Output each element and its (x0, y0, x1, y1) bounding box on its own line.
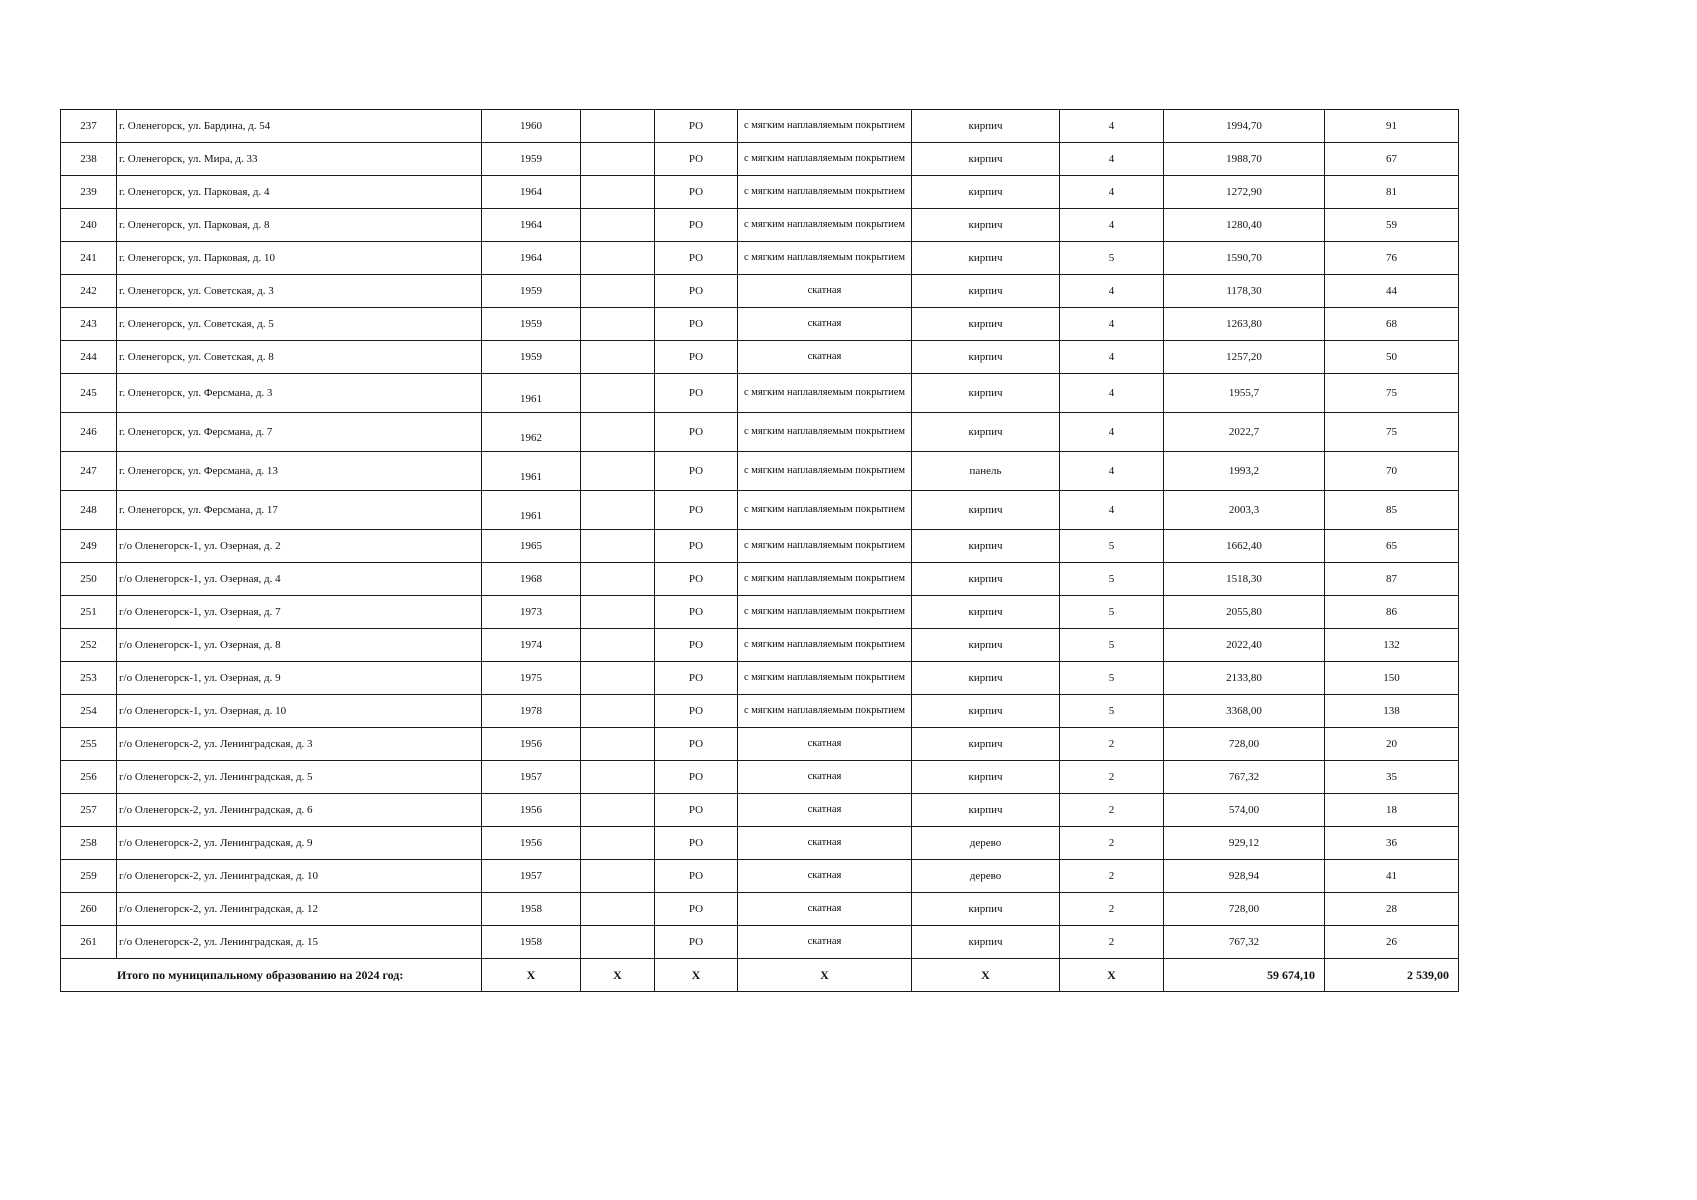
residents-cell: 36 (1325, 827, 1459, 860)
address-cell: г/о Оленегорск-1, ул. Озерная, д. 10 (117, 695, 482, 728)
row-number-cell: 252 (61, 629, 117, 662)
empty-cell (581, 662, 655, 695)
floors-cell: 5 (1060, 242, 1164, 275)
table-row (61, 242, 1459, 275)
total-area: 59 674,10 (1164, 959, 1325, 992)
wall-material-cell: кирпич (912, 893, 1060, 926)
residents-cell: 67 (1325, 143, 1459, 176)
floors-cell: 4 (1060, 413, 1164, 452)
wall-material-cell: кирпич (912, 209, 1060, 242)
address-cell: г. Оленегорск, ул. Мира, д. 33 (117, 143, 482, 176)
wall-material-cell: дерево (912, 860, 1060, 893)
roof-type-cell: с мягким наплавляемым покрытием (738, 452, 912, 491)
empty-cell (581, 341, 655, 374)
year-cell: 1958 (482, 893, 581, 926)
row-number-cell: 254 (61, 695, 117, 728)
floors-cell: 4 (1060, 143, 1164, 176)
table-body (61, 110, 1459, 959)
table-row (61, 176, 1459, 209)
year-cell: 1961 (482, 491, 581, 530)
residents-cell: 18 (1325, 794, 1459, 827)
program-cell: РО (655, 491, 738, 530)
address-cell: г/о Оленегорск-2, ул. Ленинградская, д. 3 (117, 728, 482, 761)
wall-material-cell: кирпич (912, 926, 1060, 959)
residents-cell: 59 (1325, 209, 1459, 242)
table-row (61, 374, 1459, 413)
table-row (61, 452, 1459, 491)
address-cell: г. Оленегорск, ул. Ферсмана, д. 17 (117, 491, 482, 530)
wall-material-cell: кирпич (912, 413, 1060, 452)
program-cell: РО (655, 209, 738, 242)
row-number-cell: 251 (61, 596, 117, 629)
year-cell: 1978 (482, 695, 581, 728)
address-cell: г/о Оленегорск-1, ул. Озерная, д. 2 (117, 530, 482, 563)
floors-cell: 2 (1060, 761, 1164, 794)
roof-type-cell: скатная (738, 926, 912, 959)
area-cell: 1518,30 (1164, 563, 1325, 596)
floors-cell: 5 (1060, 563, 1164, 596)
total-mark: X (655, 959, 738, 992)
empty-cell (581, 275, 655, 308)
empty-cell (581, 308, 655, 341)
floors-cell: 4 (1060, 209, 1164, 242)
residents-cell: 26 (1325, 926, 1459, 959)
year-cell: 1961 (482, 452, 581, 491)
address-cell: г. Оленегорск, ул. Парковая, д. 4 (117, 176, 482, 209)
table-row (61, 563, 1459, 596)
year-cell: 1956 (482, 728, 581, 761)
address-cell: г. Оленегорск, ул. Ферсмана, д. 13 (117, 452, 482, 491)
total-mark: X (738, 959, 912, 992)
address-cell: г/о Оленегорск-2, ул. Ленинградская, д. 10 (117, 860, 482, 893)
wall-material-cell: кирпич (912, 374, 1060, 413)
floors-cell: 5 (1060, 662, 1164, 695)
wall-material-cell: кирпич (912, 341, 1060, 374)
roof-type-cell: скатная (738, 893, 912, 926)
year-cell: 1958 (482, 926, 581, 959)
wall-material-cell: кирпич (912, 176, 1060, 209)
residents-cell: 41 (1325, 860, 1459, 893)
table-row (61, 695, 1459, 728)
empty-cell (581, 695, 655, 728)
floors-cell: 2 (1060, 860, 1164, 893)
area-cell: 728,00 (1164, 893, 1325, 926)
floors-cell: 2 (1060, 827, 1164, 860)
table-row (61, 341, 1459, 374)
total-mark: X (912, 959, 1060, 992)
residents-cell: 28 (1325, 893, 1459, 926)
address-cell: г/о Оленегорск-1, ул. Озерная, д. 4 (117, 563, 482, 596)
table-row (61, 530, 1459, 563)
roof-type-cell: скатная (738, 308, 912, 341)
address-cell: г. Оленегорск, ул. Советская, д. 8 (117, 341, 482, 374)
roof-type-cell: скатная (738, 794, 912, 827)
program-cell: РО (655, 374, 738, 413)
program-cell: РО (655, 308, 738, 341)
area-cell: 2022,7 (1164, 413, 1325, 452)
residents-cell: 132 (1325, 629, 1459, 662)
program-cell: РО (655, 728, 738, 761)
empty-cell (581, 209, 655, 242)
row-number-cell: 247 (61, 452, 117, 491)
row-number-cell: 257 (61, 794, 117, 827)
residents-cell: 68 (1325, 308, 1459, 341)
program-cell: РО (655, 761, 738, 794)
empty-cell (581, 827, 655, 860)
wall-material-cell: кирпич (912, 491, 1060, 530)
empty-cell (581, 242, 655, 275)
address-cell: г/о Оленегорск-2, ул. Ленинградская, д. 5 (117, 761, 482, 794)
program-cell: РО (655, 926, 738, 959)
row-number-cell: 248 (61, 491, 117, 530)
address-cell: г/о Оленегорск-2, ул. Ленинградская, д. 9 (117, 827, 482, 860)
roof-type-cell: скатная (738, 761, 912, 794)
roof-type-cell: с мягким наплавляемым покрытием (738, 110, 912, 143)
empty-cell (581, 530, 655, 563)
program-cell: РО (655, 596, 738, 629)
row-number-cell: 249 (61, 530, 117, 563)
row-number-cell: 242 (61, 275, 117, 308)
area-cell: 728,00 (1164, 728, 1325, 761)
table-row (61, 860, 1459, 893)
table-row (61, 893, 1459, 926)
program-cell: РО (655, 563, 738, 596)
residents-cell: 76 (1325, 242, 1459, 275)
address-cell: г. Оленегорск, ул. Ферсмана, д. 3 (117, 374, 482, 413)
empty-cell (581, 452, 655, 491)
area-cell: 1988,70 (1164, 143, 1325, 176)
row-number-cell: 244 (61, 341, 117, 374)
wall-material-cell: кирпич (912, 530, 1060, 563)
row-number-cell: 241 (61, 242, 117, 275)
row-number-cell: 250 (61, 563, 117, 596)
roof-type-cell: скатная (738, 341, 912, 374)
address-cell: г/о Оленегорск-1, ул. Озерная, д. 7 (117, 596, 482, 629)
address-cell: г/о Оленегорск-2, ул. Ленинградская, д. 6 (117, 794, 482, 827)
residents-cell: 85 (1325, 491, 1459, 530)
residents-cell: 87 (1325, 563, 1459, 596)
address-cell: г. Оленегорск, ул. Парковая, д. 10 (117, 242, 482, 275)
empty-cell (581, 629, 655, 662)
floors-cell: 4 (1060, 275, 1164, 308)
floors-cell: 4 (1060, 110, 1164, 143)
program-cell: РО (655, 110, 738, 143)
program-cell: РО (655, 629, 738, 662)
year-cell: 1975 (482, 662, 581, 695)
roof-type-cell: с мягким наплавляемым покрытием (738, 695, 912, 728)
wall-material-cell: кирпич (912, 761, 1060, 794)
area-cell: 2055,80 (1164, 596, 1325, 629)
address-cell: г/о Оленегорск-2, ул. Ленинградская, д. 15 (117, 926, 482, 959)
roof-type-cell: скатная (738, 860, 912, 893)
empty-cell (581, 143, 655, 176)
row-number-cell: 261 (61, 926, 117, 959)
empty-cell (581, 176, 655, 209)
empty-cell (581, 491, 655, 530)
wall-material-cell: кирпич (912, 242, 1060, 275)
floors-cell: 4 (1060, 341, 1164, 374)
floors-cell: 2 (1060, 728, 1164, 761)
area-cell: 2022,40 (1164, 629, 1325, 662)
area-cell: 929,12 (1164, 827, 1325, 860)
floors-cell: 5 (1060, 530, 1164, 563)
table-row (61, 761, 1459, 794)
year-cell: 1956 (482, 794, 581, 827)
floors-cell: 4 (1060, 452, 1164, 491)
residents-cell: 81 (1325, 176, 1459, 209)
total-row (61, 959, 1459, 992)
roof-type-cell: с мягким наплавляемым покрытием (738, 629, 912, 662)
year-cell: 1968 (482, 563, 581, 596)
program-cell: РО (655, 413, 738, 452)
table-row (61, 308, 1459, 341)
roof-type-cell: скатная (738, 827, 912, 860)
program-cell: РО (655, 242, 738, 275)
roof-type-cell: с мягким наплавляемым покрытием (738, 662, 912, 695)
address-cell: г. Оленегорск, ул. Советская, д. 5 (117, 308, 482, 341)
program-cell: РО (655, 794, 738, 827)
residents-cell: 20 (1325, 728, 1459, 761)
floors-cell: 4 (1060, 308, 1164, 341)
residents-cell: 91 (1325, 110, 1459, 143)
empty-cell (581, 926, 655, 959)
row-number-cell: 239 (61, 176, 117, 209)
address-cell: г/о Оленегорск-1, ул. Озерная, д. 8 (117, 629, 482, 662)
address-cell: г. Оленегорск, ул. Бардина, д. 54 (117, 110, 482, 143)
roof-type-cell: с мягким наплавляемым покрытием (738, 176, 912, 209)
wall-material-cell: дерево (912, 827, 1060, 860)
year-cell: 1960 (482, 110, 581, 143)
table-row (61, 662, 1459, 695)
area-cell: 1994,70 (1164, 110, 1325, 143)
residents-cell: 65 (1325, 530, 1459, 563)
wall-material-cell: кирпич (912, 728, 1060, 761)
area-cell: 1662,40 (1164, 530, 1325, 563)
table-row (61, 110, 1459, 143)
total-mark: X (1060, 959, 1164, 992)
roof-type-cell: с мягким наплавляемым покрытием (738, 209, 912, 242)
total-label: Итого по муниципальному образованию на 2024 год: (61, 959, 482, 992)
program-cell: РО (655, 695, 738, 728)
table-row (61, 728, 1459, 761)
row-number-cell: 256 (61, 761, 117, 794)
empty-cell (581, 596, 655, 629)
empty-cell (581, 761, 655, 794)
area-cell: 767,32 (1164, 926, 1325, 959)
floors-cell: 5 (1060, 629, 1164, 662)
year-cell: 1959 (482, 341, 581, 374)
floors-cell: 4 (1060, 374, 1164, 413)
floors-cell: 2 (1060, 926, 1164, 959)
table-row (61, 827, 1459, 860)
year-cell: 1959 (482, 275, 581, 308)
program-cell: РО (655, 530, 738, 563)
housing-table (60, 109, 1459, 992)
year-cell: 1957 (482, 860, 581, 893)
year-cell: 1964 (482, 209, 581, 242)
empty-cell (581, 413, 655, 452)
area-cell: 767,32 (1164, 761, 1325, 794)
program-cell: РО (655, 860, 738, 893)
area-cell: 1272,90 (1164, 176, 1325, 209)
program-cell: РО (655, 452, 738, 491)
empty-cell (581, 563, 655, 596)
table-row (61, 143, 1459, 176)
wall-material-cell: кирпич (912, 662, 1060, 695)
roof-type-cell: с мягким наплавляемым покрытием (738, 596, 912, 629)
residents-cell: 86 (1325, 596, 1459, 629)
floors-cell: 5 (1060, 596, 1164, 629)
area-cell: 1257,20 (1164, 341, 1325, 374)
floors-cell: 4 (1060, 491, 1164, 530)
residents-cell: 44 (1325, 275, 1459, 308)
program-cell: РО (655, 275, 738, 308)
row-number-cell: 253 (61, 662, 117, 695)
area-cell: 928,94 (1164, 860, 1325, 893)
residents-cell: 50 (1325, 341, 1459, 374)
roof-type-cell: с мягким наплавляемым покрытием (738, 143, 912, 176)
area-cell: 574,00 (1164, 794, 1325, 827)
total-mark: X (482, 959, 581, 992)
area-cell: 1178,30 (1164, 275, 1325, 308)
year-cell: 1959 (482, 143, 581, 176)
year-cell: 1956 (482, 827, 581, 860)
floors-cell: 4 (1060, 176, 1164, 209)
floors-cell: 2 (1060, 794, 1164, 827)
wall-material-cell: кирпич (912, 110, 1060, 143)
wall-material-cell: кирпич (912, 143, 1060, 176)
program-cell: РО (655, 341, 738, 374)
floors-cell: 5 (1060, 695, 1164, 728)
floors-cell: 2 (1060, 893, 1164, 926)
empty-cell (581, 728, 655, 761)
roof-type-cell: с мягким наплавляемым покрытием (738, 563, 912, 596)
roof-type-cell: с мягким наплавляемым покрытием (738, 413, 912, 452)
roof-type-cell: с мягким наплавляемым покрытием (738, 491, 912, 530)
year-cell: 1961 (482, 374, 581, 413)
row-number-cell: 245 (61, 374, 117, 413)
area-cell: 1955,7 (1164, 374, 1325, 413)
address-cell: г/о Оленегорск-1, ул. Озерная, д. 9 (117, 662, 482, 695)
table-row (61, 926, 1459, 959)
year-cell: 1962 (482, 413, 581, 452)
empty-cell (581, 893, 655, 926)
wall-material-cell: кирпич (912, 563, 1060, 596)
program-cell: РО (655, 143, 738, 176)
program-cell: РО (655, 176, 738, 209)
wall-material-cell: кирпич (912, 695, 1060, 728)
row-number-cell: 260 (61, 893, 117, 926)
year-cell: 1965 (482, 530, 581, 563)
residents-cell: 150 (1325, 662, 1459, 695)
area-cell: 1280,40 (1164, 209, 1325, 242)
area-cell: 2133,80 (1164, 662, 1325, 695)
wall-material-cell: кирпич (912, 596, 1060, 629)
area-cell: 1263,80 (1164, 308, 1325, 341)
row-number-cell: 259 (61, 860, 117, 893)
row-number-cell: 240 (61, 209, 117, 242)
residents-cell: 138 (1325, 695, 1459, 728)
table-row (61, 794, 1459, 827)
year-cell: 1964 (482, 176, 581, 209)
program-cell: РО (655, 662, 738, 695)
year-cell: 1974 (482, 629, 581, 662)
empty-cell (581, 374, 655, 413)
roof-type-cell: скатная (738, 728, 912, 761)
year-cell: 1957 (482, 761, 581, 794)
roof-type-cell: с мягким наплавляемым покрытием (738, 374, 912, 413)
table-row (61, 413, 1459, 452)
program-cell: РО (655, 893, 738, 926)
empty-cell (581, 860, 655, 893)
table-row (61, 491, 1459, 530)
roof-type-cell: с мягким наплавляемым покрытием (738, 530, 912, 563)
area-cell: 2003,3 (1164, 491, 1325, 530)
wall-material-cell: кирпич (912, 275, 1060, 308)
roof-type-cell: скатная (738, 275, 912, 308)
year-cell: 1964 (482, 242, 581, 275)
area-cell: 3368,00 (1164, 695, 1325, 728)
wall-material-cell: кирпич (912, 308, 1060, 341)
row-number-cell: 238 (61, 143, 117, 176)
row-number-cell: 258 (61, 827, 117, 860)
row-number-cell: 237 (61, 110, 117, 143)
residents-cell: 75 (1325, 374, 1459, 413)
total-count: 2 539,00 (1325, 959, 1459, 992)
row-number-cell: 255 (61, 728, 117, 761)
program-cell: РО (655, 827, 738, 860)
table-row (61, 209, 1459, 242)
wall-material-cell: кирпич (912, 629, 1060, 662)
address-cell: г. Оленегорск, ул. Ферсмана, д. 7 (117, 413, 482, 452)
residents-cell: 75 (1325, 413, 1459, 452)
table-row (61, 275, 1459, 308)
area-cell: 1590,70 (1164, 242, 1325, 275)
empty-cell (581, 794, 655, 827)
wall-material-cell: панель (912, 452, 1060, 491)
row-number-cell: 246 (61, 413, 117, 452)
row-number-cell: 243 (61, 308, 117, 341)
table-row (61, 596, 1459, 629)
empty-cell (581, 110, 655, 143)
table-row (61, 629, 1459, 662)
year-cell: 1959 (482, 308, 581, 341)
address-cell: г/о Оленегорск-2, ул. Ленинградская, д. 12 (117, 893, 482, 926)
total-mark: X (581, 959, 655, 992)
residents-cell: 35 (1325, 761, 1459, 794)
area-cell: 1993,2 (1164, 452, 1325, 491)
address-cell: г. Оленегорск, ул. Парковая, д. 8 (117, 209, 482, 242)
roof-type-cell: с мягким наплавляемым покрытием (738, 242, 912, 275)
residents-cell: 70 (1325, 452, 1459, 491)
wall-material-cell: кирпич (912, 794, 1060, 827)
address-cell: г. Оленегорск, ул. Советская, д. 3 (117, 275, 482, 308)
year-cell: 1973 (482, 596, 581, 629)
